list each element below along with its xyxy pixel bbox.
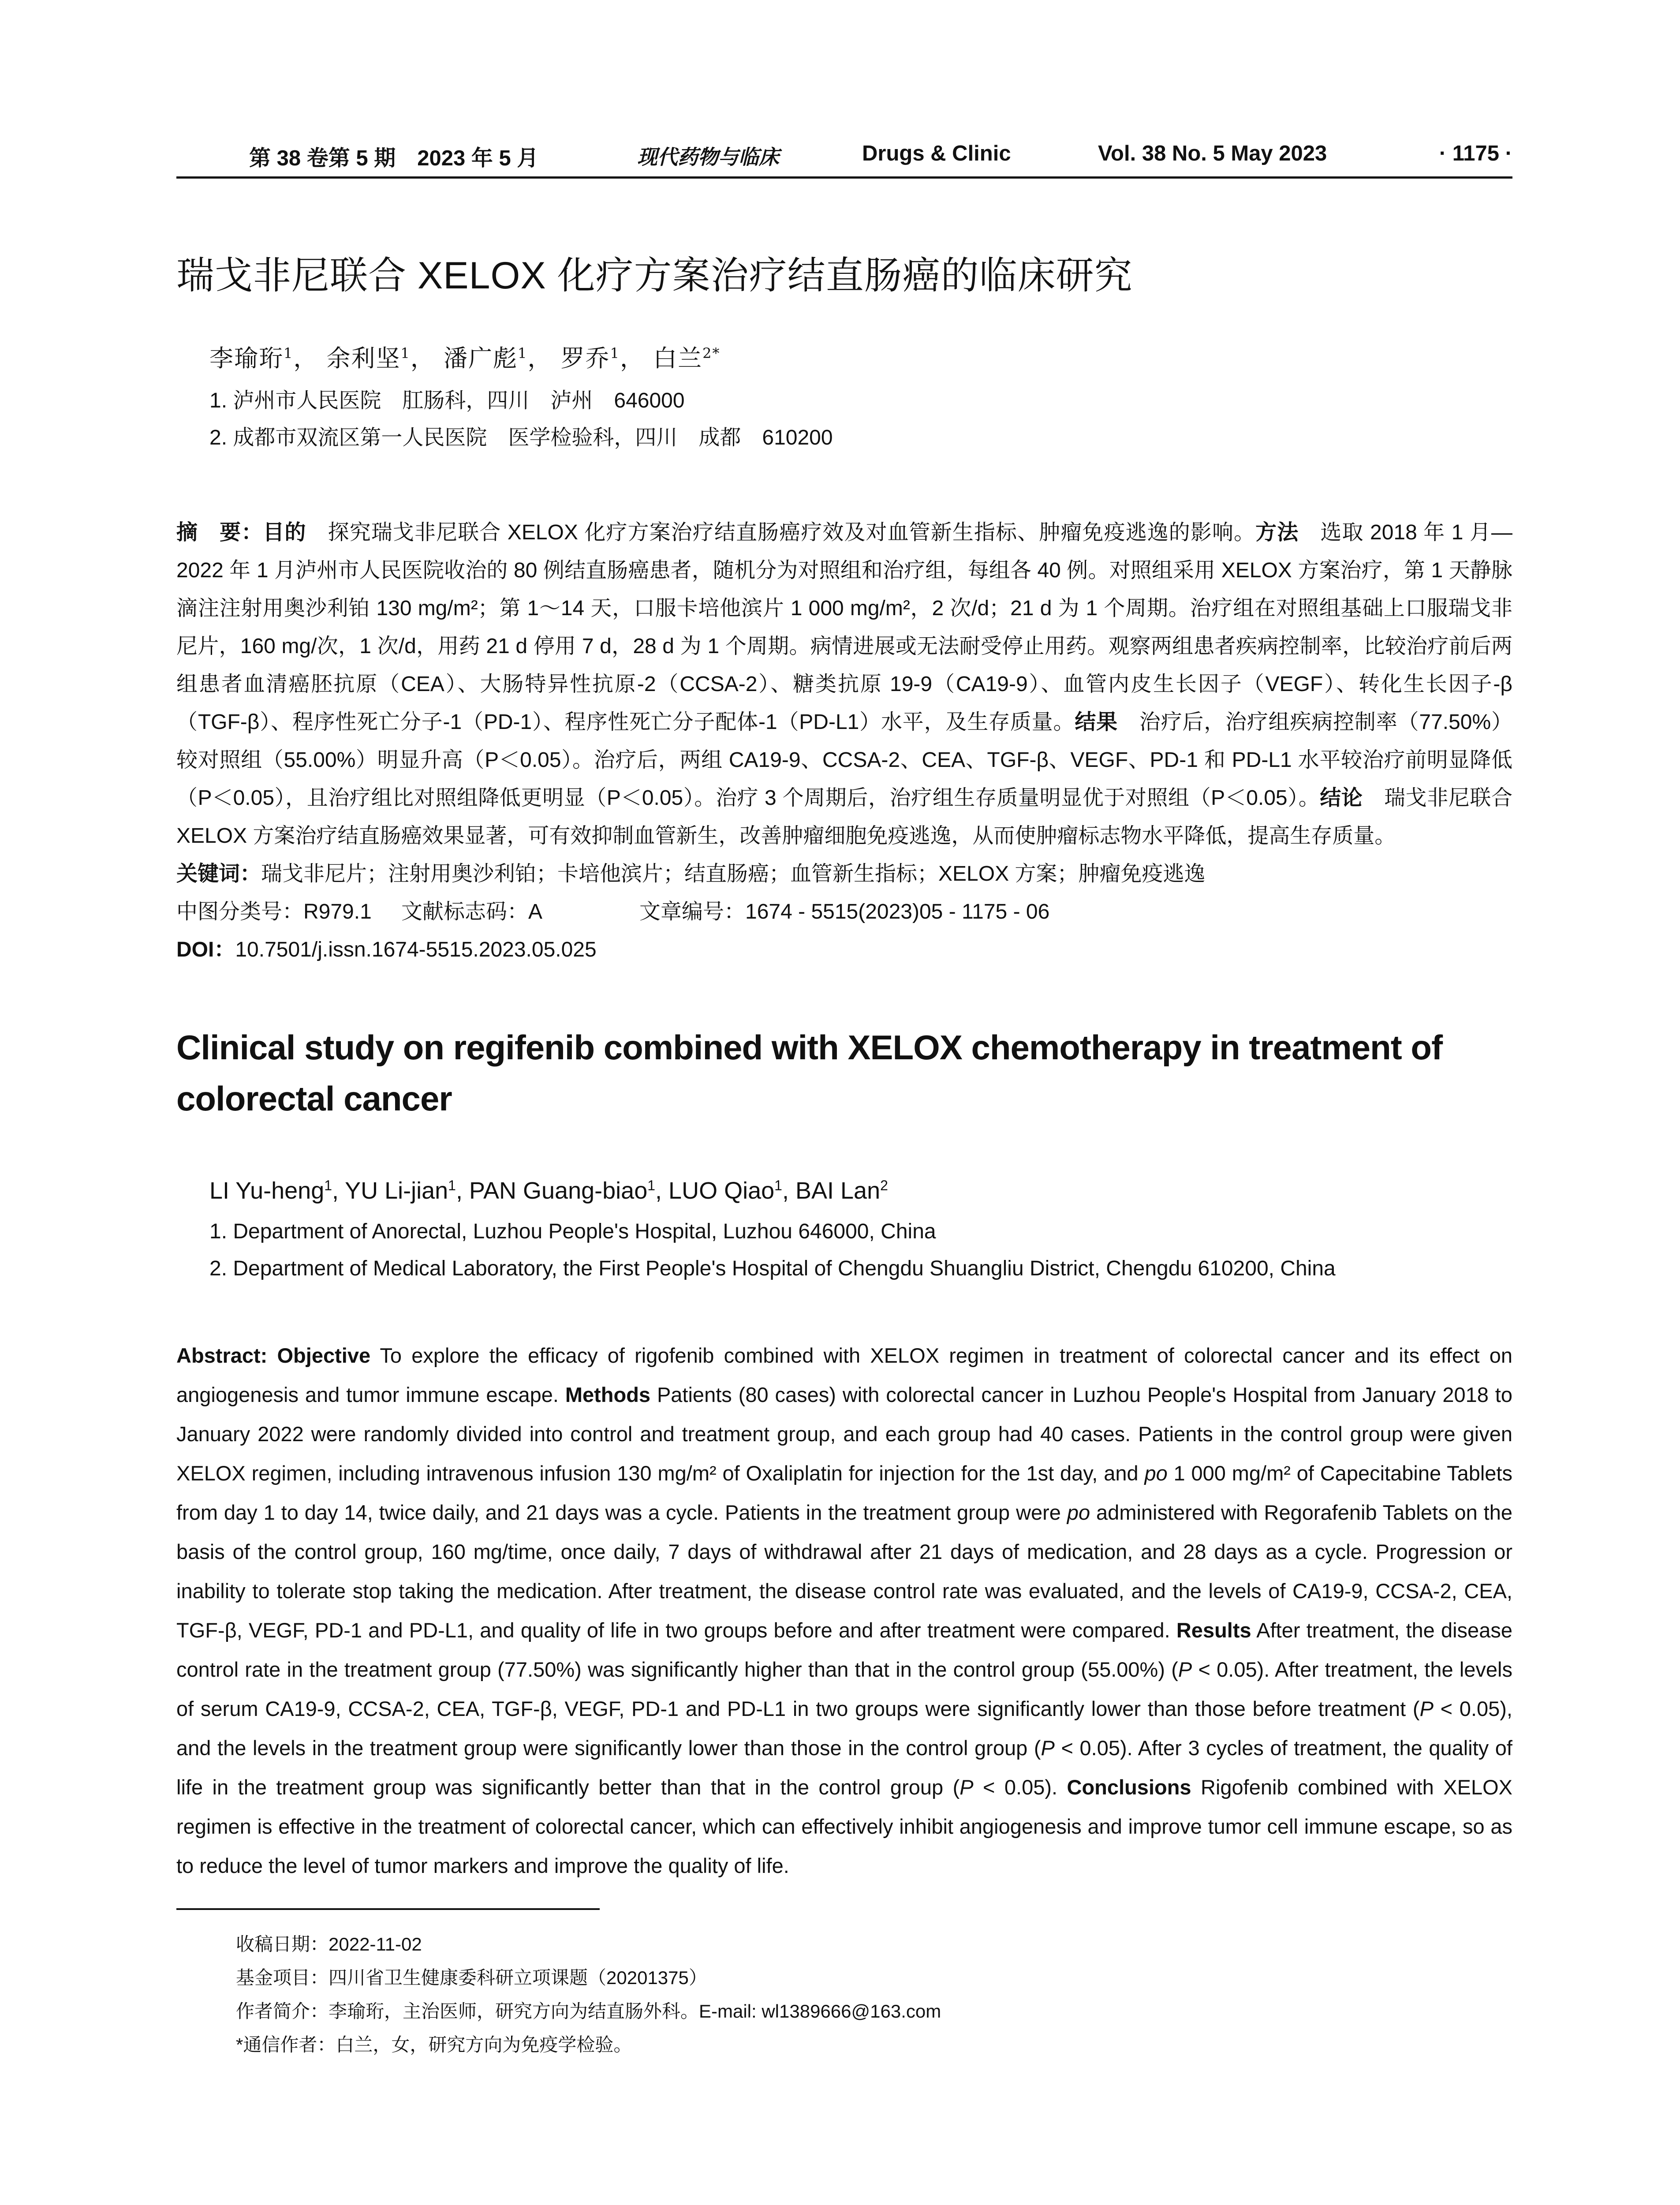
author-name: 李瑜珩 xyxy=(209,344,284,372)
author-affil-sup: 2* xyxy=(702,345,721,362)
running-header xyxy=(176,132,1512,181)
objective-label-cn: 目的 xyxy=(263,521,306,544)
po-italic: po xyxy=(1067,1501,1090,1524)
affiliations-en xyxy=(209,1213,1512,1287)
footnote-corresponding: *通信作者：白兰，女，研究方向为免疫学检验。 xyxy=(236,2034,632,2055)
p-italic: P xyxy=(1178,1658,1192,1681)
results-label-en: Results xyxy=(1176,1618,1251,1642)
article-number: 文章编号：1674 - 5515(2023)05 - 1175 - 06 xyxy=(639,900,1050,923)
abstract-cn xyxy=(176,514,1512,855)
keywords-label: 关键词： xyxy=(176,862,261,886)
methods-text-en: 1 000 mg/m² of Capecitabine Tablets from day 1 to day 14, twice daily, and 21 days was a cycle. Patients in the treatment group were xyxy=(176,1461,1512,1524)
classification-row xyxy=(176,893,1512,931)
header-journal-cn: 现代药物与临床 xyxy=(637,145,779,169)
author-affil-sup: 1 xyxy=(324,1177,332,1193)
p-italic: P xyxy=(1419,1697,1434,1720)
author-affil-sup: 1 xyxy=(284,345,294,362)
p-italic: P xyxy=(1041,1736,1055,1760)
author-affil-sup: 1 xyxy=(647,1177,656,1193)
results-label-cn: 结果 xyxy=(1075,710,1118,734)
author-affil-sup: 1 xyxy=(610,345,620,362)
results-text-en: < 0.05), and the levels in the treatment group were significantly lower than those in the control group ( xyxy=(176,1697,1512,1760)
article-title-cn: 瑞戈非尼联合 XELOX 化疗方案治疗结直肠癌的临床研究 xyxy=(176,254,1133,297)
p-italic: P xyxy=(959,1775,974,1799)
po-italic: po xyxy=(1144,1461,1168,1485)
methods-text-cn: 选取 2018 年 1 月—2022 年 1 月泸州市人民医院收治的 80 例结直肠癌患者，随机分为对照组和治疗组，每组各 40 例。对照组采用 XELOX 方案治疗，第 1 天静脉滴注注射用奥沙利铂 130 mg/m²；第 1～14 天，口服卡培他滨片 1 000 mg/m²，2 次/d；21 d 为 1 个周期。治疗组在对照组基础上口服瑞戈非尼片，160 mg/次，1 次/d，用药 21 d 停用 7 d，28 d 为 1 个周期。病情进展或无法耐受停止用药。观察两组患者疾病控制率，比较治疗前后两组患者血清癌胚抗原（CEA）、大肠特异性抗原-2（CCSA-2）、糖类抗原 19-9（CA19-9）、血管内皮生长因子（VEGF）、转化生长因子-β（TGF-β）、程序性死亡分子-1（PD-1）、程序性死亡分子配体-1（PD-L1）水平，及生存质量。 xyxy=(176,521,1512,734)
results-text-cn: 治疗后，治疗组疾病控制率（77.50%）较对照组（55.00%）明显升高（P＜0.05）。治疗后，两组 CA19-9、CCSA-2、CEA、TGF-β、VEGF、PD-1 和 PD-L1 水平较治疗前明显降低（P＜0.05），且治疗组比对照组降低更明显（P＜0.05）。治疗 3 个周期后，治疗组生存质量明显优于对照组（P＜0.05）。 xyxy=(176,710,1512,810)
objective-text-cn: 探究瑞戈非尼联合 XELOX 化疗方案治疗结直肠癌疗效及对血管新生指标、肿瘤免疫逃逸的影响。 xyxy=(306,521,1256,544)
author-affil-sup: 1 xyxy=(774,1177,782,1193)
affiliations-cn xyxy=(209,382,1512,456)
conclusions-text-en: Rigofenib combined with XELOX regimen is effective in the treatment of colorectal cancer, which can effectively inhibit angiogenesis and improve tumor cell immune escape, so as to reduce the level of tumor markers and improve the quality of life. xyxy=(176,1775,1512,1877)
author-name: 罗乔 xyxy=(560,344,610,372)
footnote-author-bio: 作者简介：李瑜珩，主治医师，研究方向为结直肠外科。E-mail: wl1389666@163.com xyxy=(236,2001,941,2022)
author-name: LUO Qiao xyxy=(668,1177,775,1204)
header-journal-en: Drugs & Clinic xyxy=(862,142,1011,165)
article-title-en: Clinical study on regifenib combined with XELOX chemotherapy in treatment of colorectal cancer xyxy=(176,1028,1443,1118)
footnote-funding: 基金项目：四川省卫生健康委科研立项课题（20201375） xyxy=(236,1967,707,1988)
methods-text-en: administered with Regorafenib Tablets on the basis of the control group, 160 mg/time, once daily, 7 days of withdrawal after 21 days of medication, and 28 days as a cycle. Progression or inability to tolerate stop taking the medication. After treatment, the disease control rate was evaluated, and the levels of CA19-9, CCSA-2, CEA, TGF-β, VEGF, PD-1 and PD-L1, and quality of life in two groups before and after treatment were compared. xyxy=(176,1501,1512,1642)
keywords-text: 瑞戈非尼片；注射用奥沙利铂；卡培他滨片；结直肠癌；血管新生指标；XELOX 方案；肿瘤免疫逃逸 xyxy=(261,862,1206,886)
abstract-label-en: Abstract: xyxy=(176,1344,277,1367)
results-text-en: After treatment, the disease control rate in the treatment group (77.50%) was significantly higher than that in the control group (55.00%) ( xyxy=(176,1618,1512,1681)
affiliation-item: 2. 成都市双流区第一人民医院 医学检验科，四川 成都 610200 xyxy=(209,426,833,449)
header-rule xyxy=(176,176,1512,179)
author-name: PAN Guang-biao xyxy=(469,1177,648,1204)
author-list-cn: 李瑜珩$^1$， 余利坚$^1$， 潘广彪$^1$， 罗乔$^1$， 白兰$^{2*}$ xyxy=(209,344,721,372)
methods-text-en: Patients (80 cases) with colorectal cancer in Luzhou People's Hospital from January 2018 to January 2022 were randomly divided into control and treatment group, and each group had 40 cases. Patients in the control group were given XELOX regimen, including intravenous infusion 130 mg/m² of Oxaliplatin for injection for the 1st day, and xyxy=(176,1383,1512,1485)
conclusions-label-en: Conclusions xyxy=(1067,1775,1191,1799)
author-list-en: LI Yu-heng$^1$, YU Li-jian$^1$, PAN Guang-biao$^1$, LUO Qiao$^1$, BAI Lan$^2$ xyxy=(209,1177,888,1204)
header-volume-en: Vol. 38 No. 5 May 2023 xyxy=(1098,142,1327,165)
author-name: BAI Lan xyxy=(795,1177,881,1204)
document-code: 文献标志码：A xyxy=(401,900,543,923)
affiliation-item: 2. Department of Medical Laboratory, the First People's Hospital of Chengdu Shuangliu District, Chengdu 610200, China xyxy=(209,1257,1336,1280)
author-affil-sup: 1 xyxy=(518,345,528,362)
author-affil-sup: 1 xyxy=(400,345,411,362)
objective-text-en: To explore the efficacy of rigofenib combined with XELOX regimen in treatment of colorectal cancer and its effect on angiogenesis and tumor immune escape. xyxy=(176,1344,1512,1406)
results-text-en: < 0.05). After treatment, the levels of serum CA19-9, CCSA-2, CEA, TGF-β, VEGF, PD-1 and PD-L1 in two groups were significantly lower than those before treatment ( xyxy=(176,1658,1512,1720)
header-issue-cn: 第 38 卷第 5 期 2023 年 5 月 xyxy=(249,146,539,170)
abstract-en xyxy=(176,1336,1512,1885)
author-name: 余利坚 xyxy=(326,344,401,372)
methods-label-cn: 方法 xyxy=(1255,521,1299,544)
doi-row xyxy=(176,931,1512,969)
results-text-en: < 0.05). After 3 cycles of treatment, the quality of life in the treatment group was significantly better than that in the control group ( xyxy=(176,1736,1512,1799)
methods-label-en: Methods xyxy=(565,1383,651,1406)
author-affil-sup: 1 xyxy=(448,1177,456,1193)
doi-link[interactable]: 10.7501/j.issn.1674-5515.2023.05.025 xyxy=(235,938,597,961)
objective-label-en: Objective xyxy=(277,1344,371,1367)
author-name: YU Li-jian xyxy=(345,1177,448,1204)
footnote-received: 收稿日期：2022-11-02 xyxy=(236,1934,422,1955)
abstract-label-cn: 摘 要： xyxy=(176,521,263,544)
author-affil-sup: 2 xyxy=(880,1177,888,1193)
footnotes xyxy=(236,1928,1512,2062)
affiliation-item: 1. Department of Anorectal, Luzhou People's Hospital, Luzhou 646000, China xyxy=(209,1220,936,1243)
affiliation-item: 1. 泸州市人民医院 肛肠科，四川 泸州 646000 xyxy=(209,389,685,412)
author-name: LI Yu-heng xyxy=(209,1177,325,1204)
conclusion-text-cn: 瑞戈非尼联合 XELOX 方案治疗结直肠癌效果显著，可有效抑制血管新生，改善肿瘤细胞免疫逃逸，从而使肿瘤标志物水平降低，提高生存质量。 xyxy=(176,786,1512,848)
author-name: 白兰 xyxy=(653,344,703,372)
article-page xyxy=(176,132,1512,2062)
footnote-rule xyxy=(176,1908,600,1910)
doi-label: DOI： xyxy=(176,938,235,961)
keywords-cn xyxy=(176,855,1512,893)
clc-number: 中图分类号：R979.1 xyxy=(176,900,372,923)
author-name: 潘广彪 xyxy=(444,344,518,372)
conclusion-label-cn: 结论 xyxy=(1320,786,1363,810)
header-page-number: · 1175 · xyxy=(1439,142,1512,165)
results-text-en: < 0.05). xyxy=(973,1775,1067,1799)
